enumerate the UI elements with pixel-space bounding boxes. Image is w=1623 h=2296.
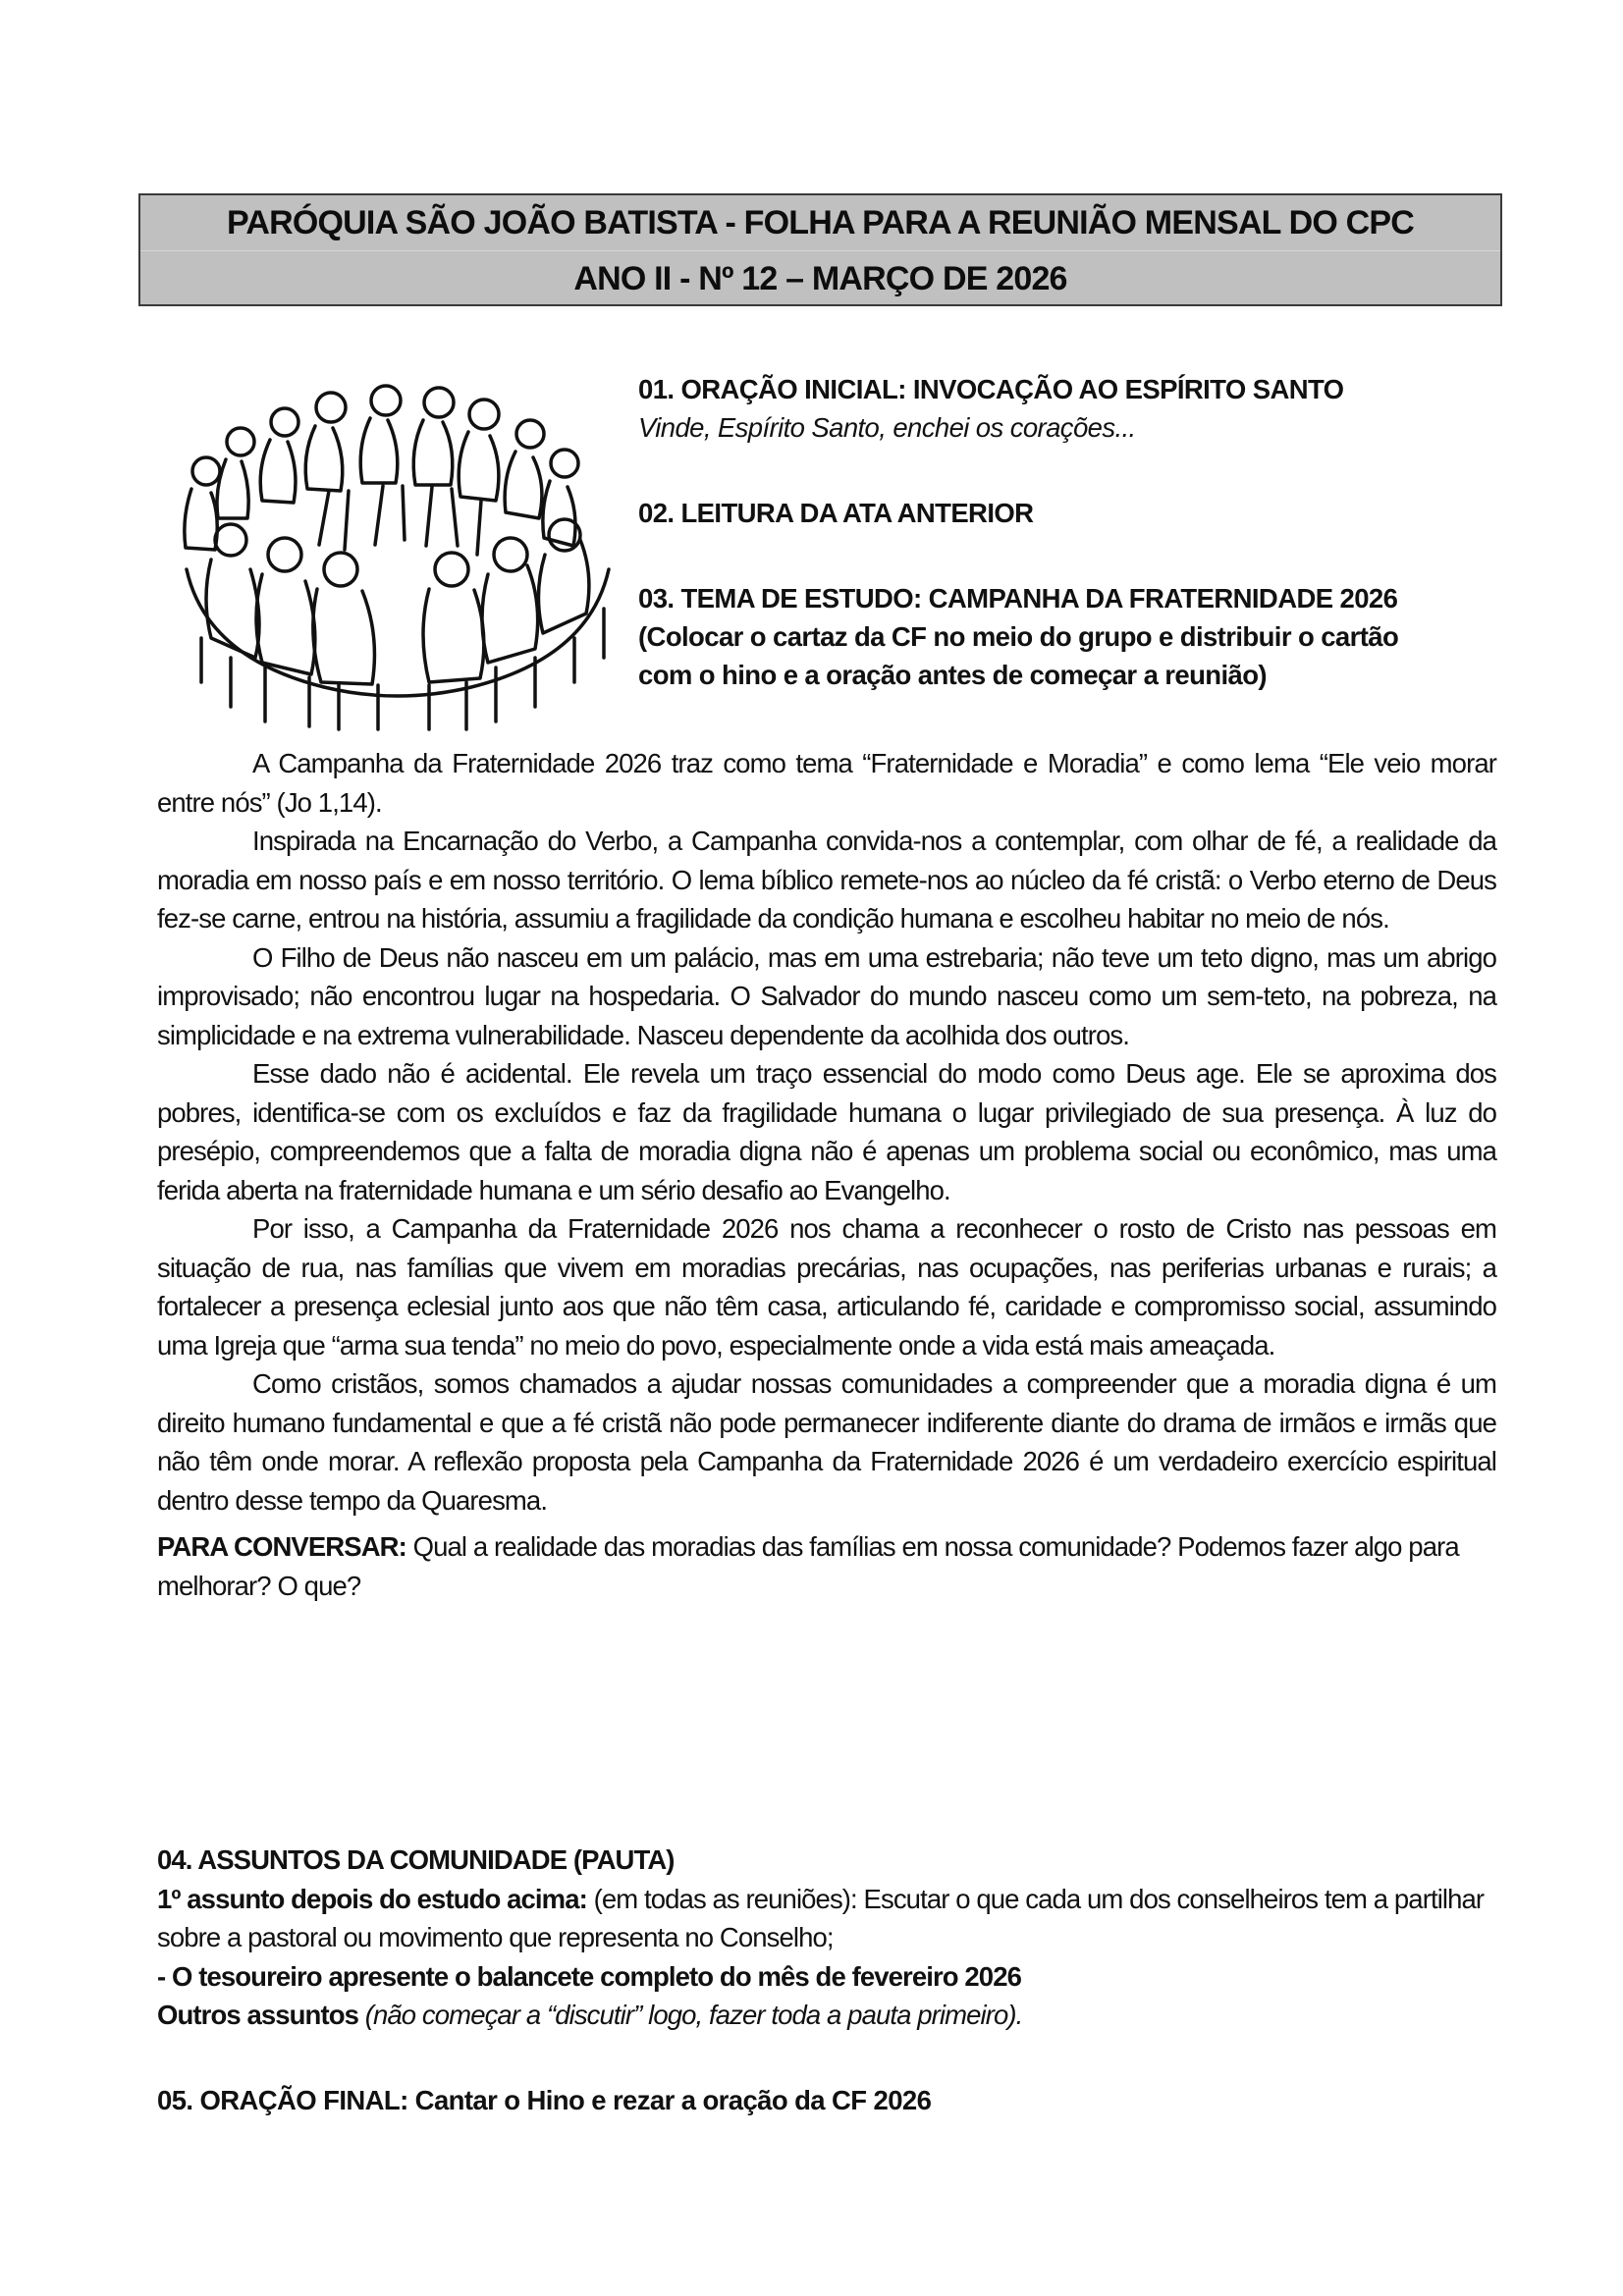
agenda-item-1-label: 1º assunto depois do estudo acima: [157, 1883, 587, 1914]
community-agenda [157, 1841, 1496, 2035]
agenda-item-1-text: (em todas as reuniões): Escutar o que cada um dos conselheiros tem a partilhar sobre a pastoral ou movimento que representa no Conselho; [157, 1883, 1485, 1952]
document-header [138, 193, 1502, 306]
discussion-question [157, 1527, 1496, 1605]
agenda-item-3-label: Outros assuntos [157, 2000, 359, 2030]
agenda-item-3 [157, 1996, 1496, 2035]
section-03-instructions-line1: (Colocar o cartaz da CF no meio do grupo e distribuir o cartão [638, 621, 1399, 652]
paragraph: Por isso, a Campanha da Fraternidade 2026 nos chama a reconhecer o rosto de Cristo nas pessoas em situação de rua, nas famílias que vivem em moradias precárias, nas ocupações, nas periferias urbanas e rurais; a fortalecer a presença eclesial junto aos que não têm casa, articulando fé, caridade e compromisso social, assumindo uma Igreja que “arma sua tenda” no meio do povo, especialmente onde a vida está mais ameaçada. [157, 1213, 1496, 1361]
agenda-item-2: - O tesoureiro apresente o balancete completo do mês de fevereiro 2026 [157, 1960, 1021, 1992]
study-text [157, 744, 1496, 1605]
section-01-prayer: Vinde, Espírito Santo, enchei os corações... [638, 412, 1136, 443]
paragraph: O Filho de Deus não nasceu em um palácio, mas em uma estrebaria; não teve um teto digno, mas um abrigo improvisado; não encontrou lugar na hospedaria. O Salvador do mundo nasceu como um sem-teto, na pobreza, na simplicidade e na extrema vulnerabilidade. Nasceu dependente da acolhida dos outros. [157, 941, 1496, 1050]
opening-sections [638, 370, 1502, 694]
paragraph: Como cristãos, somos chamados a ajudar nossas comunidades a compreender que a moradia digna é um direito humano fundamental e que a fé cristã não pode permanecer indiferente diante do drama de irmãos e irmãs que não têm onde morar. A reflexão proposta pela Campanha da Fraternidade 2026 é um verdadeiro exercício espiritual dentro desse tempo da Quaresma. [157, 1368, 1496, 1516]
people-sitting-in-circle-icon [172, 373, 623, 731]
discussion-text: Qual a realidade das moradias das famílias em nossa comunidade? Podemos fazer algo para melhorar? O que? [157, 1531, 1459, 1601]
section-05-title: 05. ORAÇÃO FINAL: Cantar o Hino e rezar a oração da CF 2026 [157, 2085, 932, 2115]
header-title: PARÓQUIA SÃO JOÃO BATISTA - FOLHA PARA A REUNIÃO MENSAL DO CPC [226, 203, 1415, 241]
header-edition: ANO II - Nº 12 – MARÇO DE 2026 [140, 250, 1500, 306]
agenda-item-3-text: (não começar a “discutir” logo, fazer toda a pauta primeiro). [358, 2000, 1023, 2030]
paragraph: A Campanha da Fraternidade 2026 traz como tema “Fraternidade e Moradia” e como lema “Ele veio morar entre nós” (Jo 1,14). [157, 748, 1496, 818]
section-01-title: 01. ORAÇÃO INICIAL: INVOCAÇÃO AO ESPÍRITO SANTO [638, 374, 1344, 404]
section-03-title: 03. TEMA DE ESTUDO: CAMPANHA DA FRATERNIDADE 2026 [638, 583, 1398, 614]
paragraph: Esse dado não é acidental. Ele revela um traço essencial do modo como Deus age. Ele se aproxima dos pobres, identifica-se com os excluídos e faz da fragilidade humana o lugar privilegiado de sua presença. À luz do presépio, compreendemos que a falta de moradia digna não é apenas um problema social ou econômico, mas uma ferida aberta na fraternidade humana e um sério desafio ao Evangelho. [157, 1058, 1496, 1205]
paragraph: Inspirada na Encarnação do Verbo, a Campanha convida-nos a contemplar, com olhar de fé, a realidade da moradia em nosso país e em nosso território. O lema bíblico remete-nos ao núcleo da fé cristã: o Verbo eterno de Deus fez-se carne, entrou na história, assumiu a fragilidade da condição humana e escolheu habitar no meio de nós. [157, 826, 1496, 934]
section-04-title: 04. ASSUNTOS DA COMUNIDADE (PAUTA) [157, 1844, 675, 1875]
discussion-label: PARA CONVERSAR: [157, 1531, 406, 1562]
section-02-title: 02. LEITURA DA ATA ANTERIOR [638, 498, 1034, 528]
agenda-item-1 [157, 1880, 1496, 1957]
section-03-instructions-line2: com o hino e a oração antes de começar a reunião) [638, 660, 1267, 690]
